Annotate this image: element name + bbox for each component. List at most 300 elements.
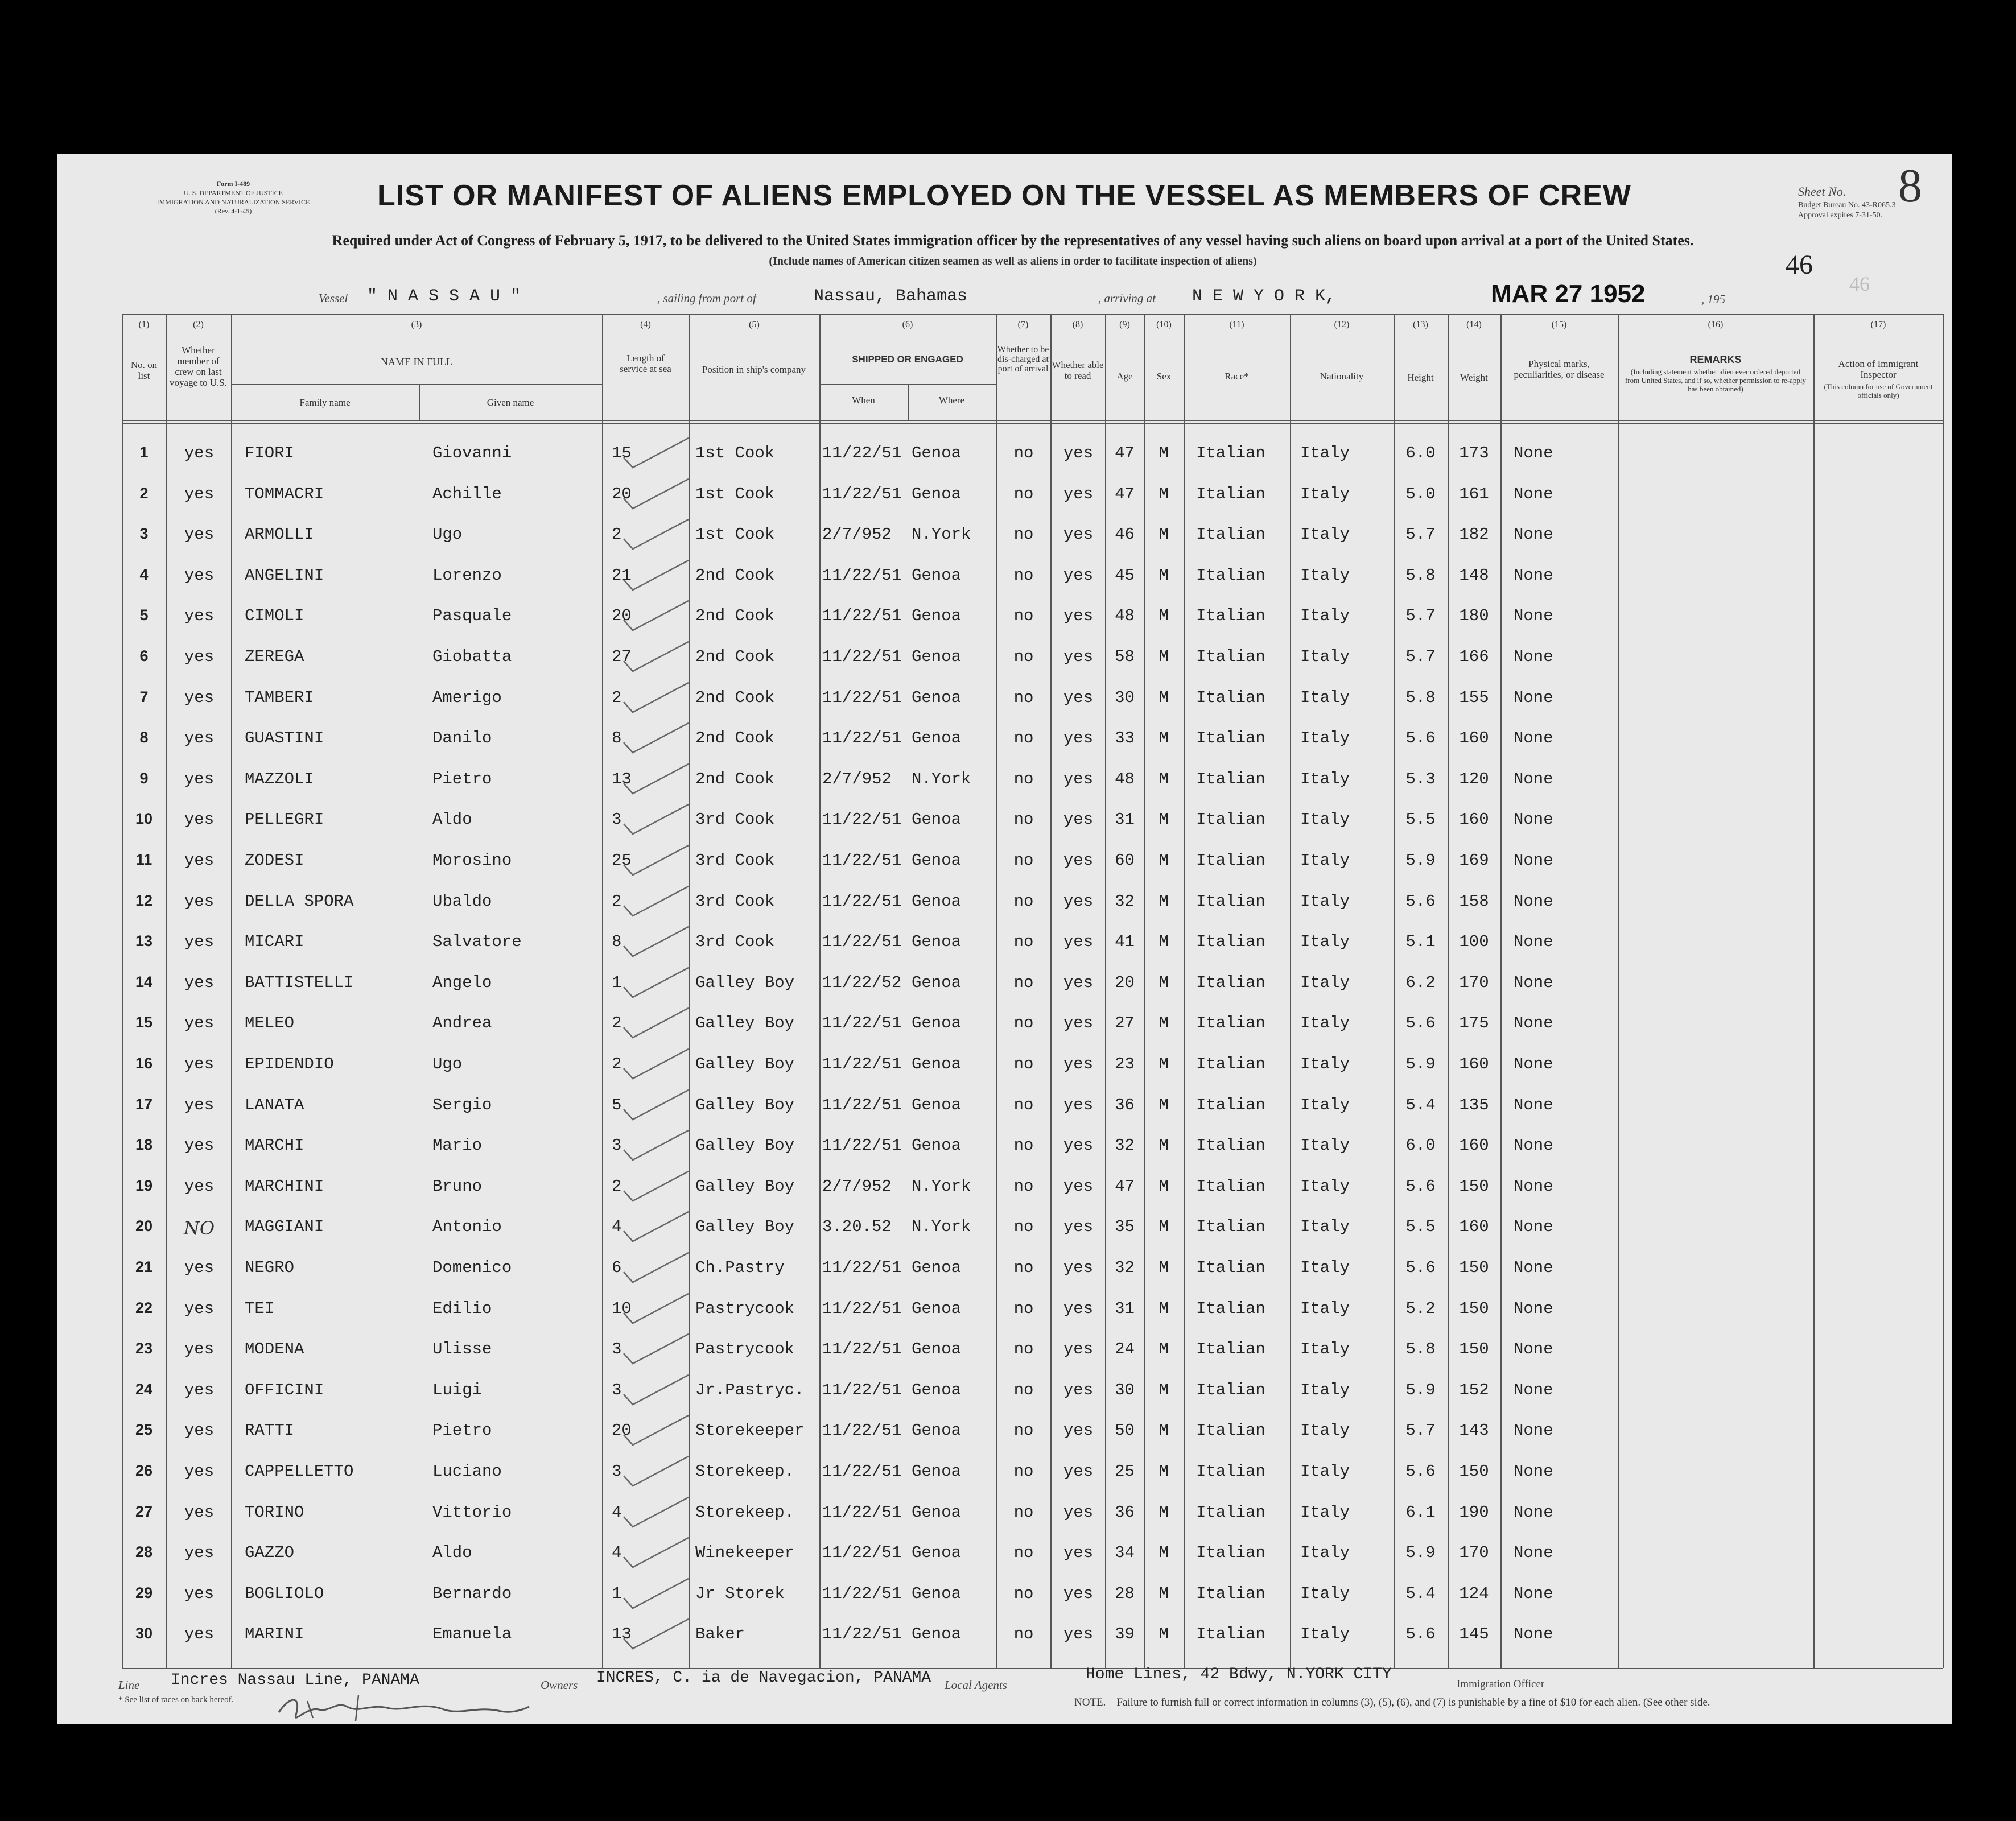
col-num: (9) bbox=[1119, 320, 1130, 329]
cell-weight: 175 bbox=[1459, 1014, 1489, 1033]
cell-disch: no bbox=[1013, 525, 1034, 544]
cell-sex: M bbox=[1159, 1217, 1169, 1237]
cell-member: yes bbox=[184, 1055, 215, 1073]
cell-phys: None bbox=[1514, 1055, 1553, 1073]
cell-height: 5.8 bbox=[1405, 688, 1436, 707]
cell-disch: no bbox=[1013, 1380, 1034, 1399]
cell-when: 11/22/51 bbox=[822, 891, 902, 911]
cell-service: 10 bbox=[612, 1299, 632, 1318]
cell-weight: 152 bbox=[1459, 1380, 1489, 1399]
cell-member: yes bbox=[184, 1340, 215, 1359]
cell-sex: M bbox=[1159, 810, 1169, 829]
cell-position: Galley Boy bbox=[695, 1014, 795, 1033]
officer-label: Immigration Officer bbox=[1457, 1678, 1545, 1690]
cell-where: Genoa bbox=[912, 851, 962, 870]
header-remarks-sub: (Including statement whether alien ever ordered deported from United States, and if so, whether permission to re-apply has been obtained) bbox=[1625, 367, 1807, 393]
cell-position: Galley Boy bbox=[695, 1055, 795, 1073]
cell-weight: 169 bbox=[1459, 851, 1489, 870]
cell-when: 11/22/51 bbox=[822, 729, 902, 748]
cell-race: Italian bbox=[1196, 1625, 1265, 1644]
cell-member: yes bbox=[184, 851, 215, 870]
cell-given: Danilo bbox=[432, 729, 492, 748]
cell-disch: no bbox=[1013, 1176, 1034, 1196]
cell-nat: Italy bbox=[1300, 1095, 1350, 1114]
col-num: (1) bbox=[138, 320, 150, 329]
cell-where: Genoa bbox=[912, 1014, 962, 1033]
cell-disch: no bbox=[1013, 1502, 1034, 1522]
cell-member: yes bbox=[184, 1380, 215, 1399]
cell-age: 33 bbox=[1115, 729, 1135, 748]
cell-race: Italian bbox=[1196, 1462, 1265, 1481]
cell-service: 1 bbox=[612, 1584, 622, 1603]
cell-given: Domenico bbox=[432, 1258, 512, 1277]
table-bottom-rule bbox=[122, 1668, 1943, 1669]
cell-race: Italian bbox=[1196, 810, 1265, 829]
check-mark bbox=[620, 964, 694, 1004]
cell-when: 11/22/51 bbox=[822, 1380, 902, 1399]
cell-service: 2 bbox=[612, 1176, 622, 1196]
cell-race: Italian bbox=[1196, 932, 1265, 952]
cell-disch: no bbox=[1013, 1543, 1034, 1563]
cell-read: yes bbox=[1063, 769, 1094, 788]
cell-no: 2 bbox=[139, 484, 149, 502]
cell-service: 15 bbox=[612, 444, 632, 463]
cell-read: yes bbox=[1063, 1217, 1094, 1237]
cell-given: Giobatta bbox=[432, 647, 512, 666]
cell-when: 11/22/51 bbox=[822, 1136, 902, 1155]
cell-service: 5 bbox=[612, 1095, 622, 1114]
cell-disch: no bbox=[1013, 606, 1034, 626]
cell-height: 5.6 bbox=[1405, 891, 1436, 911]
cell-where: Genoa bbox=[912, 1584, 962, 1603]
cell-age: 47 bbox=[1115, 1176, 1135, 1196]
cell-where: Genoa bbox=[912, 1502, 962, 1522]
cell-family: MICARI bbox=[245, 932, 304, 952]
cell-age: 30 bbox=[1115, 688, 1135, 707]
cell-race: Italian bbox=[1196, 973, 1265, 992]
check-mark bbox=[620, 923, 694, 963]
cell-phys: None bbox=[1514, 647, 1553, 666]
check-mark bbox=[620, 516, 694, 556]
cell-height: 6.0 bbox=[1405, 444, 1436, 463]
cell-nat: Italy bbox=[1300, 932, 1350, 952]
cell-read: yes bbox=[1063, 1543, 1094, 1563]
header-divider bbox=[122, 420, 1943, 421]
cell-read: yes bbox=[1063, 1380, 1094, 1399]
cell-disch: no bbox=[1013, 1258, 1034, 1277]
cell-no: 7 bbox=[139, 688, 149, 705]
cell-member: yes bbox=[184, 729, 215, 748]
cell-where: Genoa bbox=[912, 1543, 962, 1563]
table-row bbox=[57, 636, 1952, 677]
check-mark bbox=[620, 1575, 694, 1615]
cell-sex: M bbox=[1159, 1462, 1169, 1481]
cell-family: ZODESI bbox=[245, 851, 304, 870]
cell-weight: 190 bbox=[1459, 1502, 1489, 1522]
cell-phys: None bbox=[1514, 1176, 1553, 1196]
cell-race: Italian bbox=[1196, 851, 1265, 870]
cell-sex: M bbox=[1159, 1014, 1169, 1033]
cell-age: 35 bbox=[1115, 1217, 1135, 1237]
cell-race: Italian bbox=[1196, 1543, 1265, 1563]
cell-nat: Italy bbox=[1300, 810, 1350, 829]
cell-position: Galley Boy bbox=[695, 1095, 795, 1114]
header-position: Position in ship's company bbox=[702, 364, 806, 375]
cell-read: yes bbox=[1063, 1462, 1094, 1481]
cell-race: Italian bbox=[1196, 1584, 1265, 1603]
cell-race: Italian bbox=[1196, 525, 1265, 544]
cell-member: yes bbox=[184, 1299, 215, 1318]
cell-phys: None bbox=[1514, 1584, 1553, 1603]
cell-service: 20 bbox=[612, 484, 632, 503]
cell-sex: M bbox=[1159, 688, 1169, 707]
cell-family: TEI bbox=[245, 1299, 275, 1318]
cell-member: yes bbox=[184, 1421, 215, 1440]
cell-where: Genoa bbox=[912, 1055, 962, 1073]
header-when: When bbox=[852, 395, 875, 406]
cell-no: 30 bbox=[135, 1625, 153, 1642]
table-row bbox=[57, 1410, 1952, 1451]
table-row bbox=[57, 595, 1952, 636]
cell-read: yes bbox=[1063, 1340, 1094, 1359]
cell-family: ARMOLLI bbox=[245, 525, 314, 544]
cell-where: N.York bbox=[912, 525, 971, 544]
revision: (Rev. 4-1-45) bbox=[215, 207, 252, 215]
cell-family: MARCHI bbox=[245, 1136, 304, 1155]
cell-given: Morosino bbox=[432, 851, 512, 870]
cell-family: LANATA bbox=[245, 1095, 304, 1114]
cell-phys: None bbox=[1514, 1340, 1553, 1359]
cell-no: 15 bbox=[135, 1014, 153, 1031]
cell-phys: None bbox=[1514, 1502, 1553, 1522]
cell-given: Mario bbox=[432, 1136, 483, 1155]
table-row bbox=[57, 677, 1952, 718]
cell-member: yes bbox=[184, 1625, 215, 1644]
cell-disch: no bbox=[1013, 565, 1034, 585]
cell-read: yes bbox=[1063, 1014, 1094, 1033]
cell-given: Pietro bbox=[432, 769, 492, 788]
cell-position: 2nd Cook bbox=[695, 647, 775, 666]
cell-given: Bruno bbox=[432, 1176, 483, 1196]
col-num: (16) bbox=[1708, 320, 1724, 329]
cell-position: 3rd Cook bbox=[695, 932, 775, 952]
cell-service: 1 bbox=[612, 973, 622, 992]
cell-read: yes bbox=[1063, 1625, 1094, 1644]
cell-no: 4 bbox=[139, 565, 149, 583]
cell-race: Italian bbox=[1196, 1136, 1265, 1155]
cell-disch: no bbox=[1013, 484, 1034, 503]
cell-service: 4 bbox=[612, 1543, 622, 1563]
check-mark bbox=[620, 476, 694, 515]
cell-height: 5.9 bbox=[1405, 851, 1436, 870]
cell-read: yes bbox=[1063, 973, 1094, 992]
cell-race: Italian bbox=[1196, 891, 1265, 911]
table-row bbox=[57, 1613, 1952, 1654]
cell-no: 22 bbox=[135, 1299, 153, 1316]
cell-phys: None bbox=[1514, 1380, 1553, 1399]
cell-where: Genoa bbox=[912, 1258, 962, 1277]
col-num: (13) bbox=[1413, 320, 1428, 329]
cell-nat: Italy bbox=[1300, 1380, 1350, 1399]
cell-read: yes bbox=[1063, 729, 1094, 748]
cell-when: 11/22/51 bbox=[822, 1014, 902, 1033]
cell-age: 47 bbox=[1115, 484, 1135, 503]
cell-nat: Italy bbox=[1300, 1136, 1350, 1155]
header-divider bbox=[122, 423, 1943, 424]
cell-member: yes bbox=[184, 932, 215, 952]
cell-weight: 145 bbox=[1459, 1625, 1489, 1644]
department: U. S. DEPARTMENT OF JUSTICE bbox=[184, 189, 283, 197]
header-where: Where bbox=[938, 395, 965, 406]
cell-no: 14 bbox=[135, 973, 153, 990]
cell-family: MAZZOLI bbox=[245, 769, 314, 788]
cell-disch: no bbox=[1013, 851, 1034, 870]
cell-disch: no bbox=[1013, 647, 1034, 666]
cell-age: 50 bbox=[1115, 1421, 1135, 1440]
cell-height: 5.6 bbox=[1405, 729, 1436, 748]
cell-age: 39 bbox=[1115, 1625, 1135, 1644]
cell-read: yes bbox=[1063, 1055, 1094, 1073]
cell-position: Pastrycook bbox=[695, 1299, 795, 1318]
table-row bbox=[57, 1369, 1952, 1410]
cell-when: 11/22/51 bbox=[822, 484, 902, 503]
cell-given: Achille bbox=[432, 484, 502, 503]
agents-value: Home Lines, 42 Bdwy, N.YORK CITY bbox=[1086, 1666, 1392, 1683]
cell-no: 19 bbox=[135, 1176, 153, 1194]
cell-given: Ugo bbox=[432, 1055, 463, 1073]
cell-nat: Italy bbox=[1300, 565, 1350, 585]
cell-when: 11/22/51 bbox=[822, 1095, 902, 1114]
cell-disch: no bbox=[1013, 444, 1034, 463]
owners-label: Owners bbox=[541, 1678, 578, 1692]
cell-family: TORINO bbox=[245, 1502, 304, 1522]
cell-read: yes bbox=[1063, 1421, 1094, 1440]
check-mark bbox=[620, 761, 694, 800]
cell-position: 1st Cook bbox=[695, 484, 775, 503]
cell-where: Genoa bbox=[912, 1625, 962, 1644]
cell-where: Genoa bbox=[912, 1380, 962, 1399]
page-number: 46 bbox=[1786, 250, 1813, 280]
cell-nat: Italy bbox=[1300, 606, 1350, 626]
cell-no: 27 bbox=[135, 1502, 153, 1520]
cell-no: 5 bbox=[139, 606, 149, 624]
cell-read: yes bbox=[1063, 1095, 1094, 1114]
cell-nat: Italy bbox=[1300, 525, 1350, 544]
cell-read: yes bbox=[1063, 1176, 1094, 1196]
cell-weight: 160 bbox=[1459, 1055, 1489, 1073]
cell-when: 11/22/51 bbox=[822, 932, 902, 952]
cell-position: Galley Boy bbox=[695, 1217, 795, 1237]
cell-position: Galley Boy bbox=[695, 1136, 795, 1155]
cell-position: Ch.Pastry bbox=[695, 1258, 785, 1277]
cell-position: Galley Boy bbox=[695, 973, 795, 992]
page-title: LIST OR MANIFEST OF ALIENS EMPLOYED ON THE VESSEL AS MEMBERS OF CREW bbox=[377, 179, 1631, 212]
cell-height: 5.8 bbox=[1405, 565, 1436, 585]
cell-height: 5.6 bbox=[1405, 1625, 1436, 1644]
cell-member: NO bbox=[183, 1217, 215, 1240]
cell-nat: Italy bbox=[1300, 688, 1350, 707]
cell-age: 47 bbox=[1115, 444, 1135, 463]
cell-race: Italian bbox=[1196, 1095, 1265, 1114]
cell-weight: 148 bbox=[1459, 565, 1489, 585]
table-row bbox=[57, 962, 1952, 1003]
cell-height: 6.1 bbox=[1405, 1502, 1436, 1522]
cell-service: 6 bbox=[612, 1258, 622, 1277]
check-mark bbox=[620, 1046, 694, 1085]
header-age: Age bbox=[1116, 371, 1133, 382]
cell-position: Pastrycook bbox=[695, 1340, 795, 1359]
cell-race: Italian bbox=[1196, 1421, 1265, 1440]
cell-given: Giovanni bbox=[432, 444, 512, 463]
table-row bbox=[57, 1084, 1952, 1125]
cell-given: Ugo bbox=[432, 525, 463, 544]
cell-nat: Italy bbox=[1300, 973, 1350, 992]
check-mark bbox=[620, 597, 694, 637]
table-row bbox=[57, 799, 1952, 840]
cell-nat: Italy bbox=[1300, 1299, 1350, 1318]
header-no-on-list: No. on list bbox=[130, 360, 158, 381]
cell-service: 13 bbox=[612, 1625, 632, 1644]
cell-sex: M bbox=[1159, 1258, 1169, 1277]
cell-read: yes bbox=[1063, 688, 1094, 707]
cell-no: 16 bbox=[135, 1055, 153, 1072]
header-remarks: REMARKS bbox=[1689, 354, 1742, 365]
cell-height: 5.3 bbox=[1405, 769, 1436, 788]
cell-phys: None bbox=[1514, 973, 1553, 992]
table-row bbox=[57, 514, 1952, 555]
cell-no: 20 bbox=[135, 1217, 153, 1235]
sheet-number: 8 bbox=[1898, 159, 1922, 212]
cell-sex: M bbox=[1159, 1625, 1169, 1644]
table-row bbox=[57, 1247, 1952, 1288]
cell-where: Genoa bbox=[912, 565, 962, 585]
cell-sex: M bbox=[1159, 1095, 1169, 1114]
cell-height: 5.9 bbox=[1405, 1380, 1436, 1399]
sheet-label: Sheet No. bbox=[1798, 184, 1846, 199]
cell-weight: 120 bbox=[1459, 769, 1489, 788]
cell-height: 5.6 bbox=[1405, 1014, 1436, 1033]
cell-given: Vittorio bbox=[432, 1502, 512, 1522]
cell-nat: Italy bbox=[1300, 729, 1350, 748]
cell-weight: 150 bbox=[1459, 1462, 1489, 1481]
cell-service: 2 bbox=[612, 525, 622, 544]
cell-race: Italian bbox=[1196, 647, 1265, 666]
cell-weight: 150 bbox=[1459, 1176, 1489, 1196]
subtitle-note: (Include names of American citizen seamen as well as aliens in order to facilitate inspection of aliens) bbox=[769, 255, 1257, 267]
check-mark bbox=[620, 801, 694, 841]
header-name-in-full: NAME IN FULL bbox=[381, 356, 452, 367]
check-mark bbox=[620, 1127, 694, 1167]
col-num: (2) bbox=[193, 320, 204, 329]
cell-weight: 182 bbox=[1459, 525, 1489, 544]
cell-sex: M bbox=[1159, 1584, 1169, 1603]
cell-read: yes bbox=[1063, 565, 1094, 585]
cell-service: 21 bbox=[612, 565, 632, 585]
cell-service: 3 bbox=[612, 1136, 622, 1155]
cell-height: 5.6 bbox=[1405, 1258, 1436, 1277]
cell-member: yes bbox=[184, 525, 215, 544]
cell-read: yes bbox=[1063, 1584, 1094, 1603]
cell-read: yes bbox=[1063, 1299, 1094, 1318]
cell-phys: None bbox=[1514, 932, 1553, 952]
cell-family: BATTISTELLI bbox=[245, 973, 354, 992]
cell-where: Genoa bbox=[912, 1136, 962, 1155]
col-num: (4) bbox=[640, 320, 651, 329]
header-action: Action of Immigrant Inspector bbox=[1838, 358, 1919, 380]
table-row bbox=[57, 881, 1952, 922]
cell-race: Italian bbox=[1196, 1055, 1265, 1073]
cell-age: 46 bbox=[1115, 525, 1135, 544]
check-mark bbox=[620, 1290, 694, 1330]
cell-service: 2 bbox=[612, 891, 622, 911]
col-num: (6) bbox=[902, 320, 913, 329]
cell-sex: M bbox=[1159, 565, 1169, 585]
cell-service: 20 bbox=[612, 606, 632, 626]
cell-family: MELEO bbox=[245, 1014, 295, 1033]
cell-no: 1 bbox=[139, 444, 149, 461]
cell-service: 8 bbox=[612, 729, 622, 748]
check-mark bbox=[620, 1616, 694, 1655]
check-mark bbox=[620, 1249, 694, 1289]
cell-where: Genoa bbox=[912, 1299, 962, 1318]
cell-no: 18 bbox=[135, 1136, 153, 1154]
cell-height: 5.5 bbox=[1405, 810, 1436, 829]
cell-nat: Italy bbox=[1300, 1584, 1350, 1603]
cell-when: 11/22/51 bbox=[822, 1543, 902, 1563]
col-num: (14) bbox=[1466, 320, 1482, 329]
cell-nat: Italy bbox=[1300, 1340, 1350, 1359]
cell-nat: Italy bbox=[1300, 444, 1350, 463]
cell-service: 2 bbox=[612, 1055, 622, 1073]
cell-height: 5.7 bbox=[1405, 525, 1436, 544]
cell-age: 27 bbox=[1115, 1014, 1135, 1033]
cell-age: 31 bbox=[1115, 810, 1135, 829]
cell-no: 24 bbox=[135, 1380, 153, 1398]
cell-when: 11/22/51 bbox=[822, 1462, 902, 1481]
cell-where: Genoa bbox=[912, 973, 962, 992]
cell-service: 3 bbox=[612, 1380, 622, 1399]
cell-race: Italian bbox=[1196, 484, 1265, 503]
check-mark bbox=[620, 557, 694, 597]
cell-service: 3 bbox=[612, 810, 622, 829]
check-mark bbox=[620, 1087, 694, 1126]
cell-where: N.York bbox=[912, 769, 971, 788]
cell-member: yes bbox=[184, 565, 215, 585]
cell-age: 31 bbox=[1115, 1299, 1135, 1318]
cell-family: FIORI bbox=[245, 444, 295, 463]
cell-nat: Italy bbox=[1300, 1014, 1350, 1033]
cell-phys: None bbox=[1514, 1217, 1553, 1237]
cell-sex: M bbox=[1159, 1421, 1169, 1440]
cell-phys: None bbox=[1514, 810, 1553, 829]
cell-weight: 160 bbox=[1459, 729, 1489, 748]
col-num: (10) bbox=[1156, 320, 1172, 329]
cell-disch: no bbox=[1013, 932, 1034, 952]
cell-phys: None bbox=[1514, 1543, 1553, 1563]
vessel-name: " N A S S A U " bbox=[367, 287, 521, 306]
check-mark bbox=[620, 842, 694, 882]
cell-when: 11/22/51 bbox=[822, 1299, 902, 1318]
cell-position: Winekeeper bbox=[695, 1543, 795, 1563]
table-row bbox=[57, 921, 1952, 962]
name-subrule bbox=[231, 384, 602, 385]
cell-given: Emanuela bbox=[432, 1625, 512, 1644]
table-row bbox=[57, 1328, 1952, 1369]
cell-weight: 170 bbox=[1459, 973, 1489, 992]
cell-race: Italian bbox=[1196, 1176, 1265, 1196]
cell-read: yes bbox=[1063, 851, 1094, 870]
cell-given: Amerigo bbox=[432, 688, 502, 707]
